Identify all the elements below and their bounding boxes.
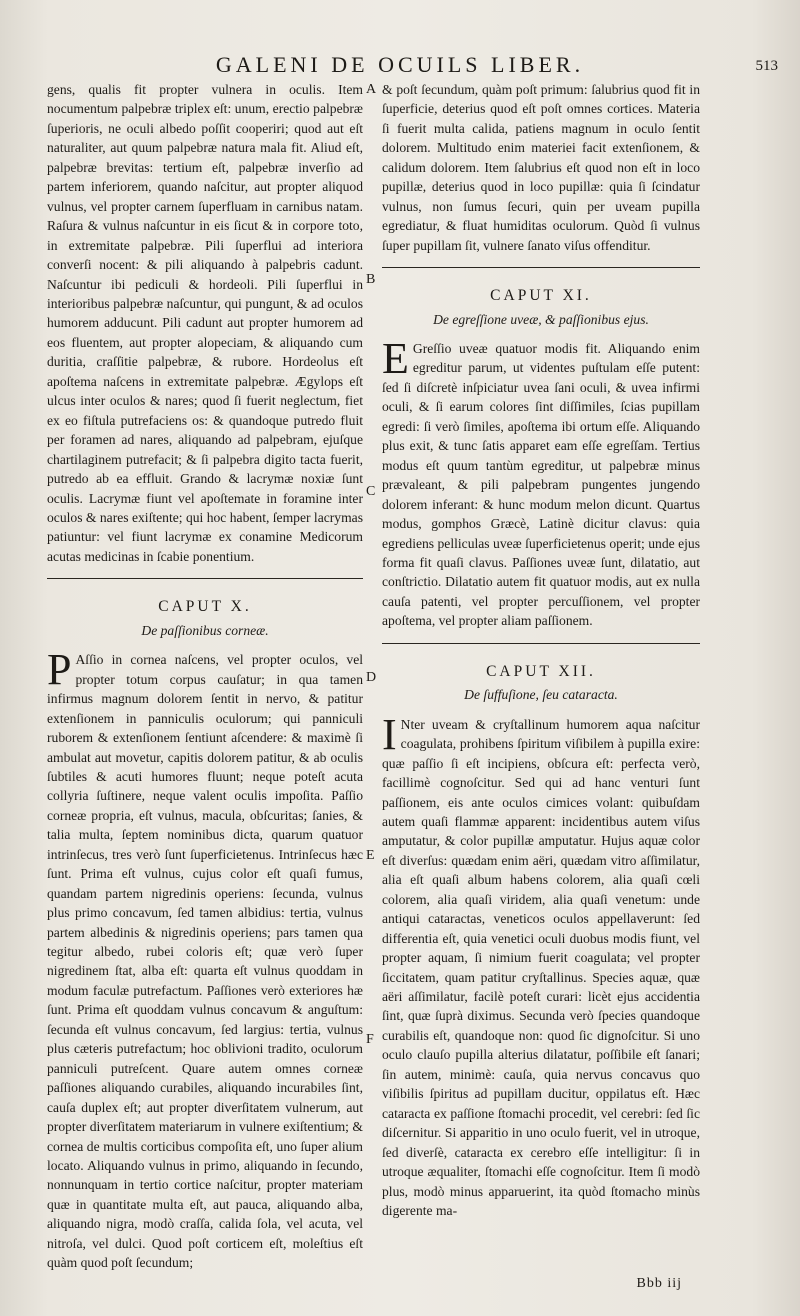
margin-letter-b: B: [366, 272, 376, 287]
margin-letter-f: F: [366, 1032, 374, 1047]
chapter-x-subtitle: De paſſionibus corneæ.: [141, 622, 269, 638]
left-top-paragraph: gens, qualis fit propter vulnera in oculis. Item nocumentum palpebræ triplex eſt: unum, erectio palpebræ ſuperioris, ne oculi albedo poſſit cooperiri; quod aut eſt naturaliter, aut quum palpebræ natura mala fit. Aliud eſt, palpebræ brevitas: tertium eſt, palpebræ inverſio ad partem inferiorem, quando naſcitur, aut propter aliquod vulnus, vel propter carnem ſuperfluam in carnibus natam. Raſura & vulnus naſcuntur in eis ſicut & in corpore toto, in extremitate palpebræ. Pili ſuperflui ad interiora converſi nocent: & pili aliquando à palpebris cadunt. Naſcuntur ibi pediculi & hordeoli. Pili ſuperflui in interioribus palpebræ naſcuntur, qui pungunt, & ad oculos humorem adducunt. Pili cadunt aut propter humorem ad eos fluentem, aut propter alopeciam, & aliquando cum duritia, craſſitie palpebræ, & rubore. Hordeolus eſt apoſtema naſcens in extremitate palpebræ. Ægylops eſt ulcus inter oculos & nares; quod ſi fuerit neglectum, fiet ex eo fiſtula putrefaciens os: & quandoque putredo fluit per foramen ad nares, aliquando ad palpebram, ejuſque chartilaginem putrefacit; & ſi palpebra digito tacta fuerit, putredo ab ea effluit. Grando & lacrymæ noxiæ ſunt oculis. Lacrymæ fiunt vel apoſtemate in foramine inter oculos & nares exiſtente; qui hoc habent, ſemper lacrymas patiuntur: vel fiunt lacrymæ ex conamine Medicorum acutas medicinas in ſcabie ponentium.: [47, 82, 363, 564]
chapter-xi-subtitle: De egreſſione uveæ, & paſſionibus ejus.: [433, 311, 649, 327]
chapter-xi-title: CAPUT XI.: [490, 287, 592, 305]
chapter-divider: [382, 267, 700, 268]
chapter-xi-initial: E: [382, 333, 409, 383]
chapter-xii-initial: I: [382, 709, 397, 759]
chapter-xii-subtitle: De ſuffuſione, ſeu cataracta.: [464, 687, 618, 703]
chapter-xi-body: [382, 333, 700, 631]
chapter-divider: [382, 643, 700, 644]
running-title: GALENI DE OCUILS LIBER.: [215, 52, 585, 77]
chapter-divider: [47, 578, 363, 579]
chapter-xii-text: Nter uveam & cryſtallinum humorem aqua naſcitur coagulata, prohibens ſpiritum viſibilem à pupilla exire: quæ paſſio ſi eſt incipiens, obſcura eſt: perfecta verò, facillimè cognoſcitur. Sed qui ad hanc venturi ſunt paſſionem, eis ante oculos cimices volant: quibuſdam autem quaſi flammæ apparent: incidentibus autem viſus amputatur, & color pupillæ amputatur. Hujus aquæ color eſt diverſus: quædam enim aëri, quædam vitro aſſimilatur, alia eſt quaſi album habens colorem, alia quaſi cœli colorem, alia quaſi viridem, alia quaſi venetum: unde antiqui cataractas, veneticos oculos appellaverunt: ſed differentia eſt, quia venetici oculi duobus modis fiunt, vel propter aquam, ſi nimium fuerit coagulata; vel propter ſiccitatem, quam patitur cryſtallinus. Species aquæ, quæ aëri aſſimilatur, facilè poteſt curari: licèt ejus accidentia ſint, quæ ſuprà diximus. Secunda verò ſpecies quandoque curabilis eſt, quandoque non: quod ſic dignoſcitur. Si uno oculo clauſo pupilla alterius dilatatur, poſſibile eſt ſanari; ſin autem, minimè: cauſa, quia nervus concavus quo viſibilis ſpiritus ad pupillam ducitur, oppilatus eſt. Hæc cataracta ex paſſione ſtomachi procedit, vel cerebri: ſed ſic diſcernitur. Si apparitio in uno oculo fuerit, vel in utroque, ſed diverſè, cataracta ex cerebro eſſe intelligitur: ſi in utroque æqualiter, ſtomachi eſſe cognoſcitur. Item ſi modò plus, modò minus apparuerint, ita quòd ſtomacho minùs digerente ma-: [382, 716, 700, 1219]
right-top-paragraph: & poſt ſecundum, quàm poſt primum: ſalubrius quod fit in ſuperficie, deterius quod eſt poſt omnes cortices. Materia ſi fuerit multa calida, patiens magnum in oculo ſentit dolorem. Multitudo enim materiei facit extenſionem, & calidum dolorem. Item ſalubrius eſt quod non eſt in loco pupillæ, deterius quod in loco pupillæ: quia ſi ſcindatur vulnus, non ſumus ſecuri, quin per uveam pupilla egrediatur, & fluat humiditas oculorum. Quòd ſi vulnus ſuper pupillam ſit, vulnere ſanato viſus offenditur.: [382, 82, 700, 253]
margin-letter-d: D: [366, 670, 377, 685]
margin-letter-e: E: [366, 848, 375, 863]
right-column: [382, 80, 700, 1220]
chapter-x-initial: P: [47, 645, 72, 695]
signature-mark: Bbb iij: [636, 1276, 682, 1291]
left-column: [47, 80, 363, 1273]
chapter-xii-body: [382, 709, 700, 1221]
chapter-x-body: [47, 645, 363, 1273]
chapter-xi-text: Greſſio uveæ quatuor modis fit. Aliquando enim egreditur parum, ut videntes puſtulam eſſe putent: ſed ſi diſcretè inſpiciatur uvea ſani oculi, & uvea infirmi oculi, & ſi earum colores ſint diſſimiles, ſcias pupillam egredi: ſi verò ſimiles, apoſtema ibi ortum eſſe. Aliquando plus exit, & tunc ſatis apparet eam eſſe egreſſam. Tertius modus eſt quum tantùm egreditur, ut palpebræ minus prævaleant, & pili palpebram pungentes jungendo dolorem inferant: & hunc modum melon dicunt. Quartus modus, gomphos Græcè, Latinè dicitur clavus: quia egrediens pelliculas uveæ ſuperficietenus operit; unde ejus forma fit quaſi clavus. Paſſiones uveæ ſunt, dilatatio, aut conſtrictio. Dilatatio autem fit quatuor modis, aut ex nulla cauſa patenti, vel propter percuſſionem, vel propter apoſtema, vel propter aliam paſſionem.: [382, 340, 700, 629]
page-number: 513: [755, 58, 778, 74]
chapter-xii-title: CAPUT XII.: [486, 662, 596, 680]
chapter-x-title: CAPUT X.: [158, 598, 252, 616]
margin-letter-a: A: [366, 82, 377, 97]
chapter-x-text: Aſſio in cornea naſcens, vel propter oculos, vel propter totum corpus cauſatur; in qua tamen infirmus magnum dolorem ſentit in nervo, & patitur extenſionem in panniculis oculorum; qui panniculi ruborem & extenſionem ſentiunt aſcendere: & maximè ſi ambulat aut movetur, capitis dolorem patitur, & ab oculis ſubtiles & acuti humores fluunt; neque poteſt acuta collyria ſuſtinere, neque valent oculis impoſita. Paſſio corneæ propria, eſt vulnus, macula, obſcuritas; ſanies, & talia multa, ſeptem nominibus dicta, quarum quatuor intrinſecus, tres verò ſunt ſuperficietenus. Intrinſecus hæc ſunt. Prima eſt vulnus, cujus color eſt quaſi fumus, quandam partem nigredinis operiens: ſecunda, vulnus plus primo concavum, ſed tamen albidius: tertia, vulnus partem albedinis & nigredinis operiens; pars tamen qua tegitur albedo, rubei coloris eſt; quæ verò ſuper nigredinem ſtat, alba eſt: quarta eſt vulnus quoddam in modum faculæ putrefactum. Paſſiones verò exteriores hæ ſunt. Prima eſt quoddam vulnus concavum & anguſtum: ſecunda eſt vulnus concavum, ſed largius: tertia, vulnus plus cæteris putrefactum; hoc oblivioni tradito, oculorum panniculi putreſcent. Quare autem omnes corneæ paſſiones aliquando curabiles, aliquando incurabiles ſint, cauſa duplex eſt; aut propter diverſitatem vulnerum, aut propter diverſitatem materiarum in vulnere exiſtentium; & cornea de multis corticibus compoſita eſt, uno ſuper alium locato. Aliquando vulnus in primo, aliquando in ſecundo, nonnunquam in tertio cortice naſcitur, propter materiam quæ in quantitate multa eſt, aut pauca, aliquando alba, aliquando nigra, modò craſſa, calida ſola, vel acuta, vel nitroſa, vel dulci. Quod poſt corticem eſt, moleſtius eſt quàm quod poſt ſecundum;: [47, 652, 363, 1271]
margin-letter-c: C: [366, 484, 376, 499]
